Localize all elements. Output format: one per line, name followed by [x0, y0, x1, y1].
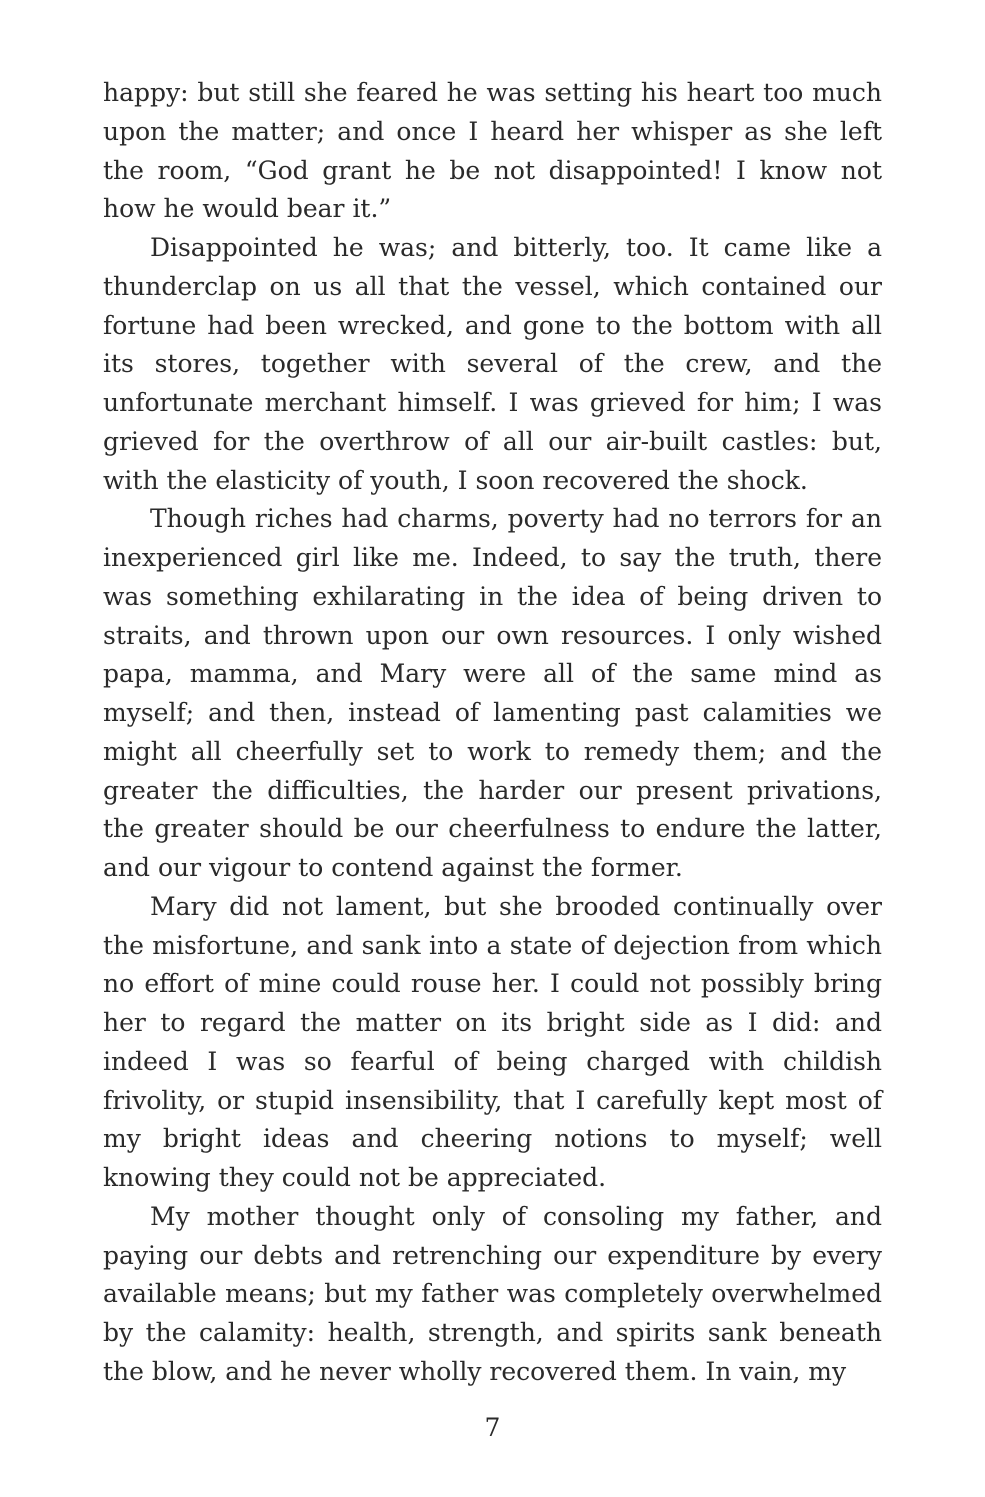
paragraph-2: Disappointed he was; and bitterly, too. It came like a thunderclap on us all that the vessel, which contained our fortune had been wrecked, and gone to the bottom with all its stores, together with several of the crew, and the unfortunate merchant himself. I was grieved for him; I was grieved for the overthrow of all our air-built castles: but, with the elasticity of youth, I soon recovered the shock. [103, 233, 882, 495]
page-body [103, 74, 882, 1392]
paragraph-4: Mary did not lament, but she brooded continually over the misfortune, and sank into a state of dejection from which no effort of mine could rouse her. I could not possibly bring her to regard the matter on its bright side as I did: and indeed I was so fearful of being charged with childish frivolity, or stupid insensibility, that I carefully kept most of my bright ideas and cheering notions to myself; well knowing they could not be appreciated. [103, 891, 882, 1192]
paragraph-5: My mother thought only of consoling my father, and paying our debts and retrenching our expenditure by every available means; but my father was completely overwhelmed by the calamity: health, strength, and spirits sank beneath the blow, and he never wholly recovered them. In vain, my [103, 1201, 882, 1386]
paragraph-1: happy: but still she feared he was setting his heart too much upon the matter; and once I heard her whisper as she left the room, “God grant he be not disappointed! I know not how he would bear it.” [103, 78, 882, 224]
paragraph-3: Though riches had charms, poverty had no terrors for an inexperienced girl like me. Indeed, to say the truth, there was something exhilarating in the idea of being driven to straits, and thrown upon our own resources. I only wished papa, mamma, and Mary were all of the same mind as myself; and then, instead of lamenting past calamities we might all cheerfully set to work to remedy them; and the greater the difficulties, the harder our present privations, the greater should be our cheerfulness to endure the latter, and our vigour to contend against the former. [103, 504, 882, 882]
page-number: 7 [484, 1413, 501, 1442]
